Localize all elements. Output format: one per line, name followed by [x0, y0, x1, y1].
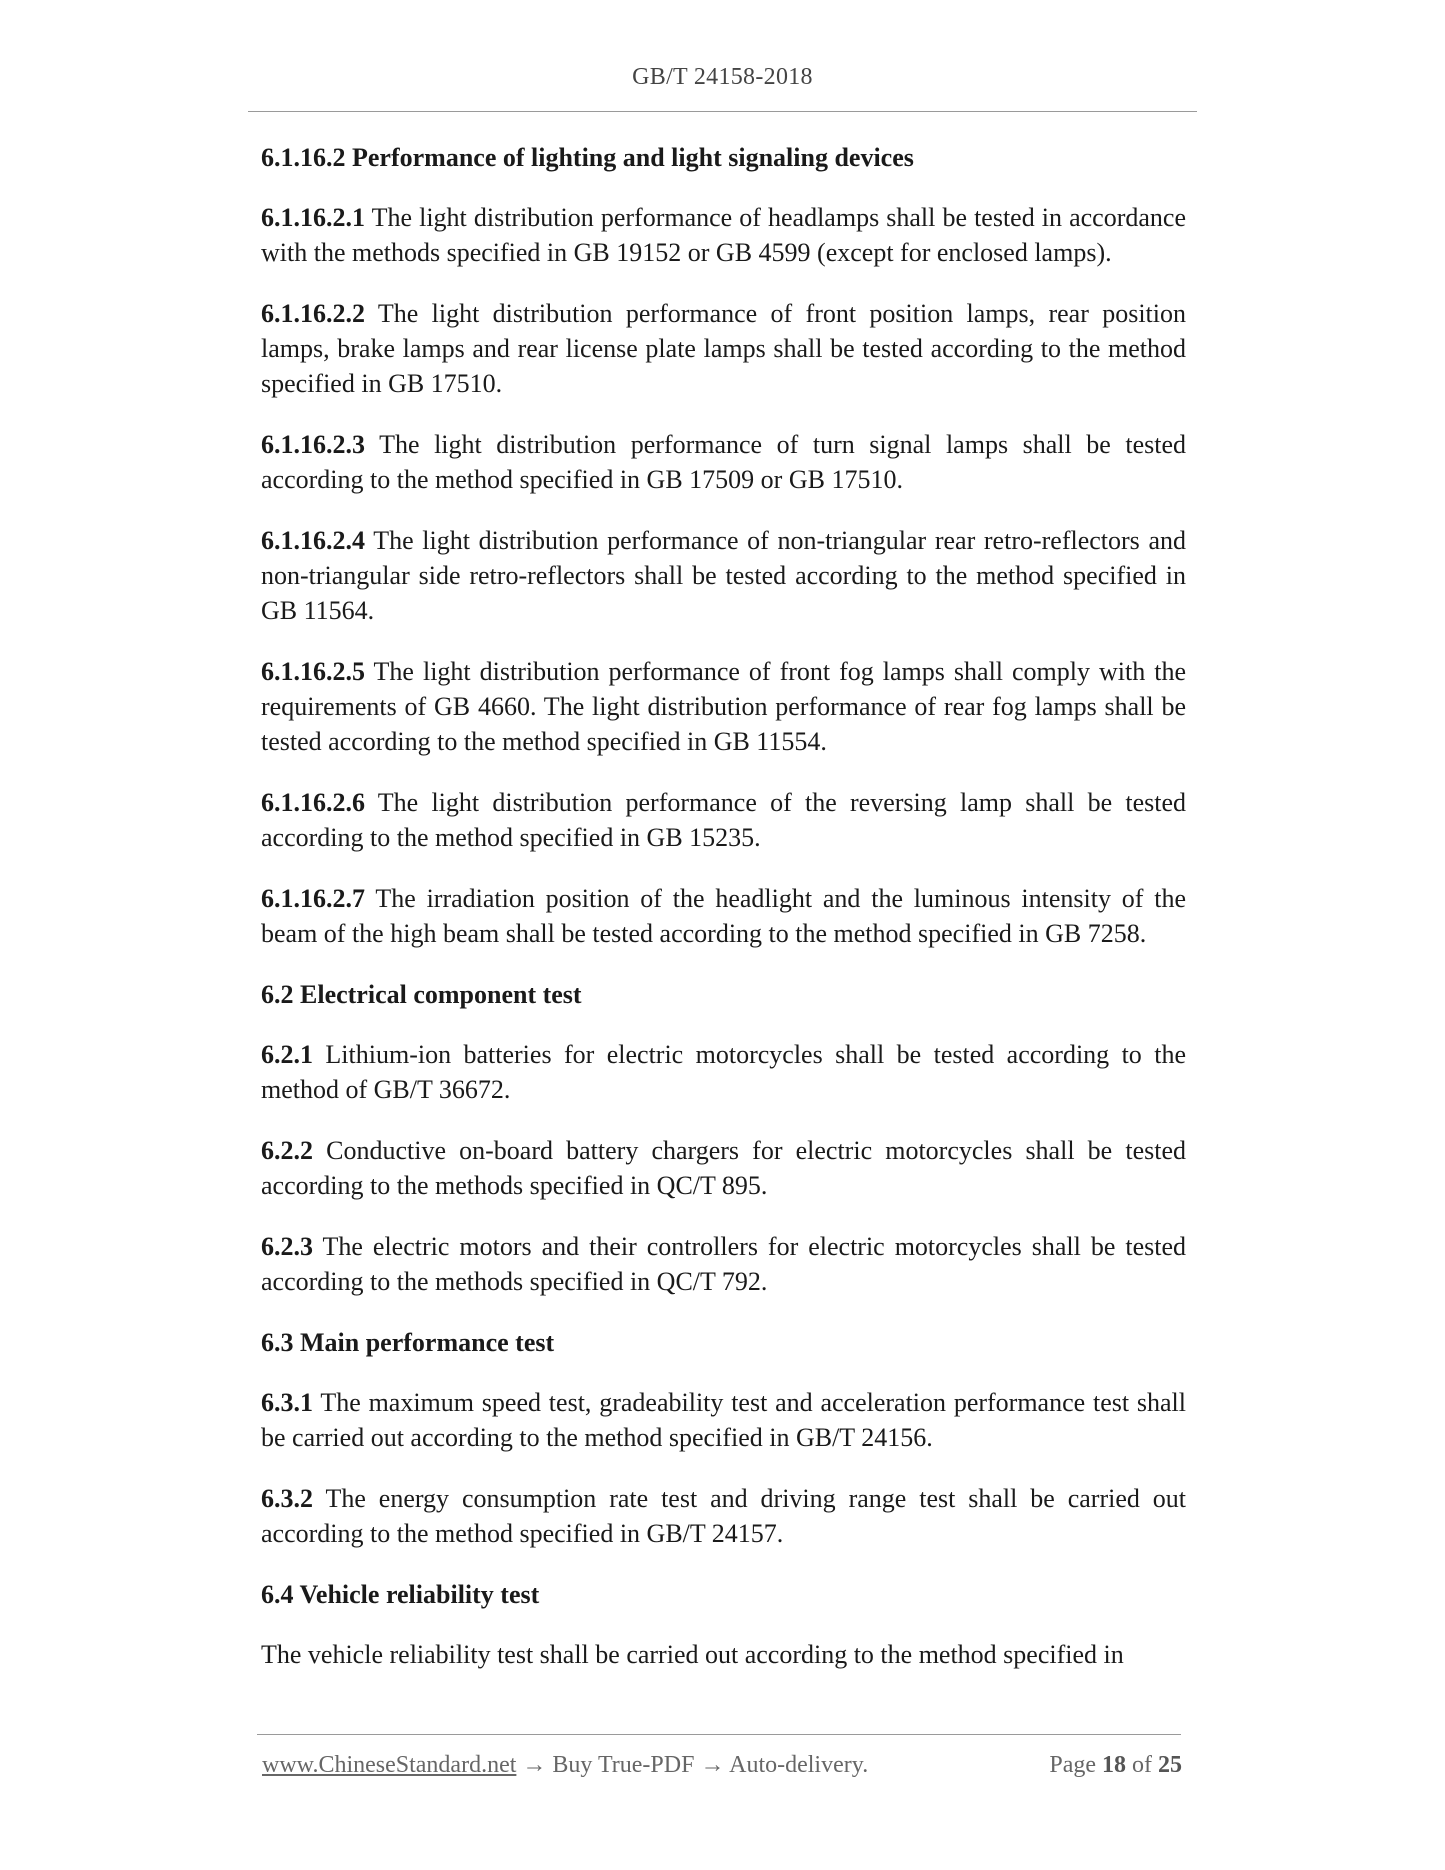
clause-6-1-16-2-7 — [261, 881, 1186, 951]
clause-text: The light distribution performance of front position lamps, rear position lamps, brake lamps and rear license plate lamps shall be tested according to the method specified in GB 17510. — [261, 299, 1187, 398]
clause-6-2-3 — [261, 1229, 1186, 1299]
clause-number: 6.2.2 — [261, 1136, 313, 1165]
clause-number: 6.1.16.2.2 — [261, 299, 365, 328]
clause-6-3-2 — [261, 1481, 1186, 1551]
section-heading-6-3: 6.3 Main performance test — [261, 1328, 555, 1357]
footer-promo-text: → Buy True-PDF → Auto-delivery. — [522, 1752, 869, 1778]
clause-6-2-1 — [261, 1037, 1186, 1107]
clause-number: 6.1.16.2.4 — [261, 526, 365, 555]
clause-text: The energy consumption rate test and driving range test shall be carried out according to the method specified in GB/T 24157. — [261, 1484, 1187, 1548]
clause-number: 6.3.1 — [261, 1388, 313, 1417]
clause-text: Lithium-ion batteries for electric motorcycles shall be tested according to the method of GB/T 36672. — [261, 1040, 1186, 1104]
header-divider — [248, 111, 1197, 112]
clause-number: 6.1.16.2.1 — [261, 203, 365, 232]
clause-text: The irradiation position of the headlight and the luminous intensity of the beam of the high beam shall be tested according to the method specified in GB 7258. — [261, 884, 1186, 948]
clause-6-1-16-2-3 — [261, 427, 1186, 497]
page-header-standard-code: GB/T 24158-2018 — [632, 64, 813, 90]
page-current: 18 — [1102, 1752, 1126, 1778]
clause-6-1-16-2-2 — [261, 296, 1186, 401]
clause-6-1-16-2-4 — [261, 523, 1186, 628]
clause-6-3-1 — [261, 1385, 1186, 1455]
clause-text: The light distribution performance of headlamps shall be tested in accordance with the methods specified in GB 19152 or GB 4599 (except for enclosed lamps). — [261, 203, 1186, 267]
clause-text: The light distribution performance of non-triangular rear retro-reflectors and non-triangular side retro-reflectors shall be tested according to the method specified in GB 11564. — [261, 526, 1186, 625]
clause-text: The light distribution performance of front fog lamps shall comply with the requirements of GB 4660. The light distribution performance of rear fog lamps shall be tested according to the method specified in GB 11554. — [261, 657, 1187, 756]
document-body — [261, 140, 1186, 1698]
chinesestandard-link[interactable]: www.ChineseStandard.net — [262, 1752, 517, 1778]
clause-number: 6.1.16.2.6 — [261, 788, 365, 817]
clause-number: 6.2.3 — [261, 1232, 313, 1261]
clause-text: The maximum speed test, gradeability test and acceleration performance test shall be carried out according to the method specified in GB/T 24156. — [261, 1388, 1187, 1452]
section-heading-6-1-16-2: 6.1.16.2 Performance of lighting and light signaling devices — [261, 143, 914, 172]
footer-divider — [257, 1734, 1181, 1735]
paragraph-vehicle-reliability: The vehicle reliability test shall be carried out according to the method specified in — [261, 1640, 1124, 1669]
clause-6-2-2 — [261, 1133, 1186, 1203]
clause-6-1-16-2-5 — [261, 654, 1186, 759]
page-total: 25 — [1158, 1752, 1182, 1778]
clause-text: Conductive on-board battery chargers for electric motorcycles shall be tested according to the methods specified in QC/T 895. — [261, 1136, 1186, 1200]
clause-6-1-16-2-1 — [261, 200, 1186, 270]
clause-text: The light distribution performance of the reversing lamp shall be tested according to the method specified in GB 15235. — [261, 788, 1186, 852]
clause-number: 6.2.1 — [261, 1040, 313, 1069]
page-number — [1049, 1752, 1182, 1779]
clause-text: The electric motors and their controllers for electric motorcycles shall be tested according to the methods specified in QC/T 792. — [261, 1232, 1186, 1296]
clause-number: 6.1.16.2.3 — [261, 430, 365, 459]
clause-number: 6.1.16.2.5 — [261, 657, 365, 686]
clause-text: The light distribution performance of turn signal lamps shall be tested according to the method specified in GB 17509 or GB 17510. — [261, 430, 1187, 494]
clause-number: 6.3.2 — [261, 1484, 313, 1513]
section-heading-6-2: 6.2 Electrical component test — [261, 980, 582, 1009]
clause-number: 6.1.16.2.7 — [261, 884, 365, 913]
section-heading-6-4: 6.4 Vehicle reliability test — [261, 1580, 540, 1609]
page-of-label: of — [1132, 1752, 1152, 1778]
clause-6-1-16-2-6 — [261, 785, 1186, 855]
footer-promo — [262, 1752, 868, 1779]
page-label: Page — [1049, 1752, 1096, 1778]
